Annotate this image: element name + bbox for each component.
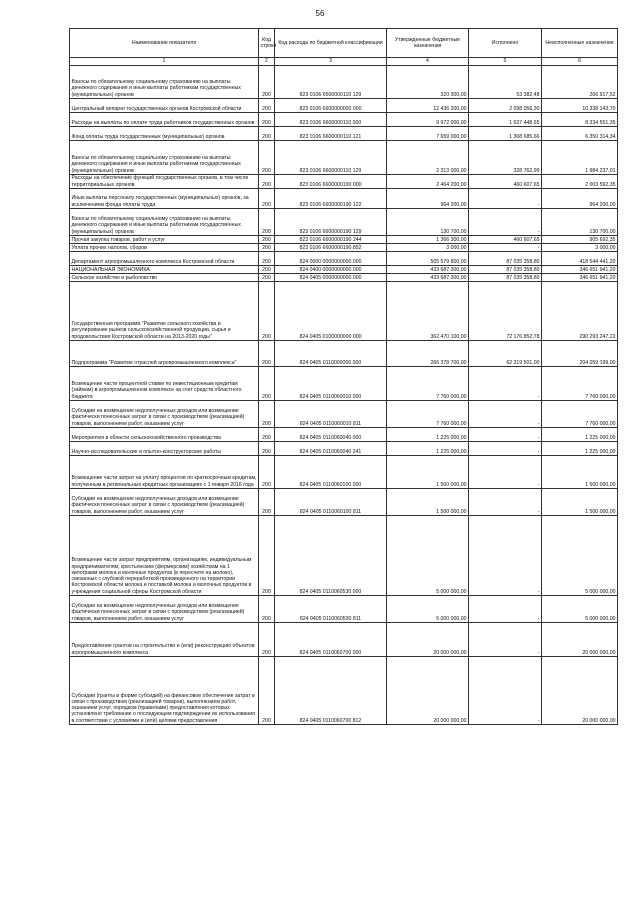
row-approved-cell: 1 500 000,00 [387,489,469,516]
row-code-cell: 200 [259,127,275,141]
table-row [70,236,618,244]
row-name-cell: Возмещение части процентной ставки по инвестиционным кредитам (займам) в агропромышленном комплексе за счет средств областного бюджета [70,367,259,401]
col-header-name: Наименование показателя [70,29,259,58]
row-kbk-cell: 823 0106 6500000110 129 [275,66,387,99]
row-code-cell: 200 [259,66,275,99]
row-name-cell: Субсидии на возмещение недополученных доходов или возмещение фактически понесенных затрат в связи с производством (реализацией) товаров, выполнением работ, оказанием услуг [70,596,259,623]
row-code-cell: 200 [259,236,275,244]
row-executed-cell: 72 176 852,78 [469,282,542,341]
row-code-cell: 200 [259,657,275,725]
row-approved-cell: 266 378 700,00 [387,341,469,367]
row-name-cell: Прочая закупка товаров, работ и услуг [70,236,259,244]
row-kbk-cell: 824 0405 0110060100 811 [275,489,387,516]
row-unexecuted-cell: 6 350 314,34 [542,127,618,141]
row-unexecuted-cell: 905 692,35 [542,236,618,244]
row-kbk-cell: 824 0405 0110000000 000 [275,341,387,367]
table-row [70,442,618,456]
row-approved-cell: 362 470 100,00 [387,282,469,341]
page-number: 56 [315,9,325,18]
row-code-cell: 200 [259,489,275,516]
column-number: 1 [70,58,259,66]
row-approved-cell: 130 700,00 [387,209,469,236]
column-number: 6 [542,58,618,66]
row-code-cell: 200 [259,209,275,236]
row-executed-cell: 1 637 448,65 [469,113,542,127]
row-unexecuted-cell: 418 544 441,20 [542,252,618,266]
row-unexecuted-cell: 10 338 143,70 [542,99,618,113]
row-code-cell: 200 [259,266,275,274]
row-code-cell: 200 [259,456,275,489]
table-row [70,282,618,341]
row-unexecuted-cell: 3 000,00 [542,244,618,252]
row-name-cell: Уплата прочих налогов, сборов [70,244,259,252]
row-name-cell: Предоставление грантов на строительство и (или) реконструкцию объектов агропромышленного комплекса [70,623,259,657]
row-executed-cell: 460 607,65 [469,175,542,189]
row-unexecuted-cell: 1 225 000,00 [542,442,618,456]
row-code-cell: 200 [259,141,275,175]
row-name-cell: Мероприятия в области сельскохозяйственного производства [70,428,259,442]
row-unexecuted-cell: 964 200,00 [542,189,618,209]
row-executed-cell: 53 382,48 [469,66,542,99]
row-approved-cell: 9 972 000,00 [387,113,469,127]
row-unexecuted-cell: 1 984 237,01 [542,141,618,175]
table-row [70,516,618,596]
row-name-cell: Иные выплаты персоналу государственных (муниципальных) органов, за исключением фонда оплаты труда [70,189,259,209]
row-approved-cell: 7 659 000,00 [387,127,469,141]
row-code-cell: 200 [259,341,275,367]
table-row [70,209,618,236]
row-approved-cell: 1 225 000,00 [387,442,469,456]
row-code-cell: 200 [259,244,275,252]
row-executed-cell: - [469,244,542,252]
table-row [70,244,618,252]
row-name-cell: Расходы на обеспечение функций государственных органов, в том числе территориальных органов [70,175,259,189]
row-approved-cell: 5 000 000,00 [387,516,469,596]
row-code-cell: 200 [259,189,275,209]
row-kbk-cell: 823 0106 6600000190 244 [275,236,387,244]
row-kbk-cell: 823 0106 6600000190 000 [275,175,387,189]
row-approved-cell: 964 200,00 [387,189,469,209]
row-kbk-cell: 824 0405 0110060100 000 [275,456,387,489]
column-number: 2 [259,58,275,66]
row-executed-cell: 87 035 358,80 [469,274,542,282]
row-unexecuted-cell: 290 293 247,22 [542,282,618,341]
row-executed-cell: 460 607,65 [469,236,542,244]
row-executed-cell: - [469,623,542,657]
table-row [70,489,618,516]
row-name-cell: Взносы по обязательному социальному страхованию на выплаты денежного содержания и иные выплаты работникам государственных (муниципальных) органов [70,66,259,99]
table-row [70,175,618,189]
row-unexecuted-cell: 20 000 000,00 [542,623,618,657]
row-unexecuted-cell: 7 760 000,00 [542,367,618,401]
row-code-cell: 200 [259,428,275,442]
row-unexecuted-cell: 266 917,52 [542,66,618,99]
table-row [70,274,618,282]
row-executed-cell: - [469,401,542,428]
row-kbk-cell: 824 0405 0110060010 000 [275,367,387,401]
row-kbk-cell: 823 0106 6600000000 000 [275,99,387,113]
row-code-cell: 200 [259,442,275,456]
column-number-row [70,58,618,66]
row-name-cell: Взносы по обязательному социальному страхованию на выплаты денежного содержания и иные выплаты работникам государственных (муниципальных) органов [70,141,259,175]
row-name-cell: Сельское хозяйство и рыболовство [70,274,259,282]
row-name-cell: Расходы на выплаты по оплате труда работников государственных органов [70,113,259,127]
row-name-cell: НАЦИОНАЛЬНАЯ ЭКОНОМИКА [70,266,259,274]
table-row [70,127,618,141]
row-unexecuted-cell: 204 059 199,00 [542,341,618,367]
row-kbk-cell: 824 0405 0110060040 000 [275,428,387,442]
row-unexecuted-cell: 1 500 000,00 [542,489,618,516]
row-kbk-cell: 824 0405 0110060530 811 [275,596,387,623]
row-executed-cell: 2 098 056,30 [469,99,542,113]
row-kbk-cell: 824 0405 0110060530 000 [275,516,387,596]
col-header-approved: Утвержденные бюджетные назначения [387,29,469,58]
row-executed-cell: 87 035 358,80 [469,266,542,274]
row-unexecuted-cell: 8 334 551,35 [542,113,618,127]
column-number: 5 [469,58,542,66]
row-approved-cell: 505 579 800,00 [387,252,469,266]
col-header-unexecuted: Неисполненные назначения [542,29,618,58]
table-row [70,401,618,428]
row-name-cell: Субсидии на возмещение недополученных доходов или возмещение фактически понесенных затрат в связи с производством (реализацией) товаров, выполнением работ, оказанием услуг [70,401,259,428]
row-executed-cell: 87 035 358,80 [469,252,542,266]
table-row [70,99,618,113]
row-executed-cell: - [469,456,542,489]
row-code-cell: 200 [259,282,275,341]
row-approved-cell: 3 000,00 [387,244,469,252]
row-approved-cell: 320 300,00 [387,66,469,99]
header-row [70,29,618,58]
row-unexecuted-cell: 20 000 000,00 [542,657,618,725]
row-executed-cell: - [469,442,542,456]
table-row [70,66,618,99]
row-name-cell: Субсидии (гранты в форме субсидий) на финансовое обеспечение затрат в связи с производством (реализацией товаров), выполнением работ, оказанием услуг, порядком (правилами) предоставления которых установлено требование о последующем подтверждении их использования в соответствии с условиями и (или) целями предоставления [70,657,259,725]
column-number: 4 [387,58,469,66]
row-approved-cell: 1 225 000,00 [387,428,469,442]
table-row [70,428,618,442]
row-approved-cell: 20 000 000,00 [387,657,469,725]
row-executed-cell: 1 308 685,66 [469,127,542,141]
row-executed-cell: - [469,209,542,236]
budget-execution-table [69,28,618,725]
table-row [70,252,618,266]
row-approved-cell: 1 500 000,00 [387,456,469,489]
row-kbk-cell: 823 0106 6600000190 129 [275,209,387,236]
row-code-cell: 200 [259,401,275,428]
row-kbk-cell: 824 0000 0000000000 000 [275,252,387,266]
row-approved-cell: 1 366 300,00 [387,236,469,244]
row-name-cell: Центральный аппарат государственных органов Костромской области [70,99,259,113]
row-approved-cell: 2 464 200,00 [387,175,469,189]
row-name-cell: Государственная программа "Развитие сельского хозяйства и регулирование рынков сельскохозяйственной продукции, сырья и продовольствия Костромской области на 2013-2020 годы" [70,282,259,341]
col-header-code: Код строки [259,29,275,58]
row-unexecuted-cell: 1 225 000,00 [542,428,618,442]
row-kbk-cell: 823 0106 6600000190 852 [275,244,387,252]
row-name-cell: Департамент агропромышленного комплекса Костромской области [70,252,259,266]
col-header-executed: Исполнено [469,29,542,58]
table-row [70,113,618,127]
row-kbk-cell: 824 0405 0000000000 000 [275,274,387,282]
table-row [70,189,618,209]
row-code-cell: 200 [259,252,275,266]
row-unexecuted-cell: 346 651 941,20 [542,266,618,274]
row-executed-cell: 328 762,99 [469,141,542,175]
row-code-cell: 200 [259,596,275,623]
table-row [70,341,618,367]
row-kbk-cell: 824 0400 0000000000 000 [275,266,387,274]
table-row [70,456,618,489]
row-kbk-cell: 823 0106 6600000110 129 [275,141,387,175]
table-row [70,141,618,175]
row-kbk-cell: 823 0106 6600000110 000 [275,113,387,127]
row-executed-cell: - [469,367,542,401]
row-code-cell: 200 [259,99,275,113]
row-approved-cell: 5 000 000,00 [387,596,469,623]
row-name-cell: Возмещение части затрат предприятиям, организациям, индивидуальным предпринимателям, крестьянским (фермерским) хозяйствам на 1 килограмм молока и молочных продуктов (в пересчете на молоко), связанных с глубокой переработкой произведенного на территории Костромской области молока и поставкой молока и молочных продуктов в учреждения социальной сферы Костромской области [70,516,259,596]
row-unexecuted-cell: 7 760 000,00 [542,401,618,428]
table-row [70,266,618,274]
row-approved-cell: 20 000 000,00 [387,623,469,657]
row-kbk-cell: 824 0405 0110060700 000 [275,623,387,657]
row-approved-cell: 7 760 000,00 [387,367,469,401]
row-kbk-cell: 824 0405 0110060010 811 [275,401,387,428]
row-name-cell: Субсидии на возмещение недополученных доходов или возмещение фактически понесенных затрат в связи с производством (реализацией) товаров, выполнением работ, оказанием услуг [70,489,259,516]
row-name-cell: Подпрограмма "Развитие отраслей агропромышленного комплекса" [70,341,259,367]
col-header-kbk: Код расхода по бюджетной классификации [275,29,387,58]
row-executed-cell: - [469,596,542,623]
row-code-cell: 200 [259,367,275,401]
row-code-cell: 200 [259,516,275,596]
row-kbk-cell: 824 0405 0110060040 241 [275,442,387,456]
table-row [70,657,618,725]
row-approved-cell: 2 313 000,00 [387,141,469,175]
row-name-cell: Возмещение части затрат на уплату процентов по краткосрочным кредитам, полученным в региональных кредитных организациях с 1 января 2016 года [70,456,259,489]
row-executed-cell: - [469,516,542,596]
table-row [70,623,618,657]
row-executed-cell: - [469,657,542,725]
table-row [70,367,618,401]
row-kbk-cell: 823 0106 6600000190 122 [275,189,387,209]
row-code-cell: 200 [259,274,275,282]
row-name-cell: Научно-исследовательские и опытно-конструкторские работы [70,442,259,456]
row-code-cell: 200 [259,113,275,127]
row-unexecuted-cell: 5 000 000,00 [542,516,618,596]
row-executed-cell: 62 319 501,00 [469,341,542,367]
row-approved-cell: 433 687 300,00 [387,266,469,274]
row-unexecuted-cell: 2 003 592,35 [542,175,618,189]
row-executed-cell: - [469,428,542,442]
row-unexecuted-cell: 1 500 000,00 [542,456,618,489]
table-row [70,596,618,623]
row-executed-cell: - [469,489,542,516]
row-name-cell: Взносы по обязательному социальному страхованию на выплаты денежного содержания и иные выплаты работникам государственных (муниципальных) органов [70,209,259,236]
row-executed-cell: - [469,189,542,209]
row-kbk-cell: 824 0405 0100000000 000 [275,282,387,341]
row-kbk-cell: 824 0405 0110060700 812 [275,657,387,725]
row-unexecuted-cell: 5 000 000,00 [542,596,618,623]
row-code-cell: 200 [259,175,275,189]
table-body [70,66,618,725]
row-code-cell: 200 [259,623,275,657]
row-approved-cell: 7 760 000,00 [387,401,469,428]
row-unexecuted-cell: 130 700,00 [542,209,618,236]
row-kbk-cell: 823 0106 6600000110 121 [275,127,387,141]
row-approved-cell: 433 687 300,00 [387,274,469,282]
row-approved-cell: 12 436 200,00 [387,99,469,113]
column-number: 3 [275,58,387,66]
row-unexecuted-cell: 346 651 941,20 [542,274,618,282]
row-name-cell: Фонд оплаты труда государственных (муниципальных) органов [70,127,259,141]
